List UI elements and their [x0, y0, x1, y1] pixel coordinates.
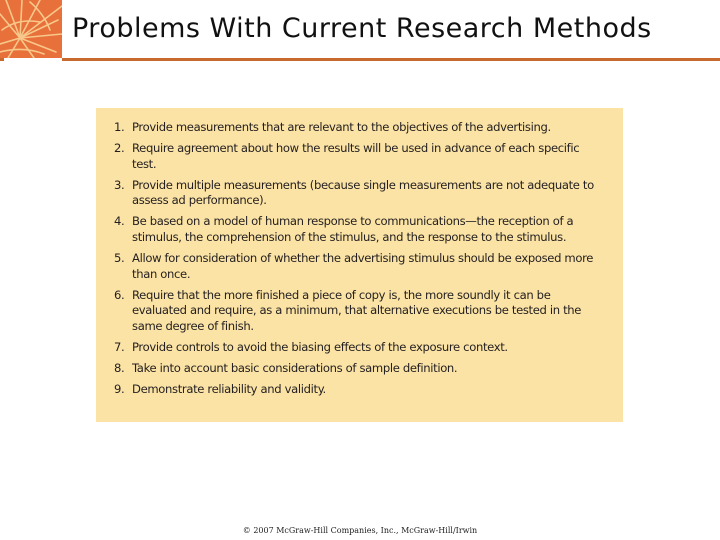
page-title: Problems With Current Research Methods [72, 13, 652, 44]
item-number: 7. [114, 340, 125, 355]
copyright-footer: © 2007 McGraw-Hill Companies, Inc., McGraw-Hill/Irwin [242, 526, 478, 535]
title-bar [62, 0, 720, 58]
list-item [114, 120, 603, 136]
requirements-list [114, 120, 603, 398]
item-text: Take into account basic considerations of sample definition. [132, 361, 458, 376]
list-item [114, 214, 603, 245]
item-number: 5. [114, 251, 125, 266]
item-number: 6. [114, 287, 125, 302]
item-text: Require agreement about how the results will be used in advance of each specific test. [132, 141, 580, 171]
list-item [114, 361, 603, 377]
item-text: Allow for consideration of whether the advertising stimulus should be exposed more than once. [132, 251, 594, 281]
title-divider [62, 58, 720, 61]
item-text: Provide multiple measurements (because single measurements are not adequate to assess ad performance). [132, 177, 594, 208]
list-item [114, 340, 603, 356]
title-divider-left [0, 58, 4, 61]
logo-graphic [0, 0, 62, 58]
requirements-panel [96, 108, 623, 422]
item-number: 2. [114, 141, 125, 156]
item-text: Demonstrate reliability and validity. [132, 382, 326, 397]
list-item [114, 251, 603, 282]
list-item [114, 141, 603, 172]
item-number: 4. [114, 214, 125, 229]
item-number: 9. [114, 382, 125, 397]
item-text: Provide controls to avoid the biasing effects of the exposure context. [132, 340, 508, 355]
list-item [114, 288, 603, 335]
list-item [114, 382, 603, 398]
item-number: 3. [114, 177, 125, 192]
item-number: 1. [114, 120, 125, 134]
item-text: Provide measurements that are relevant to the objectives of the advertising. [132, 120, 551, 134]
starburst-icon [0, 0, 62, 58]
item-number: 8. [114, 361, 125, 376]
list-item [114, 178, 603, 209]
item-text: Require that the more finished a piece of copy is, the more soundly it can be evaluated and require, as a minimum, that alternative executions be tested in the same degree of finish. [132, 287, 582, 334]
item-text: Be based on a model of human response to communications—the reception of a stimulus, the comprehension of the stimulus, and the response to the stimulus. [132, 214, 574, 245]
